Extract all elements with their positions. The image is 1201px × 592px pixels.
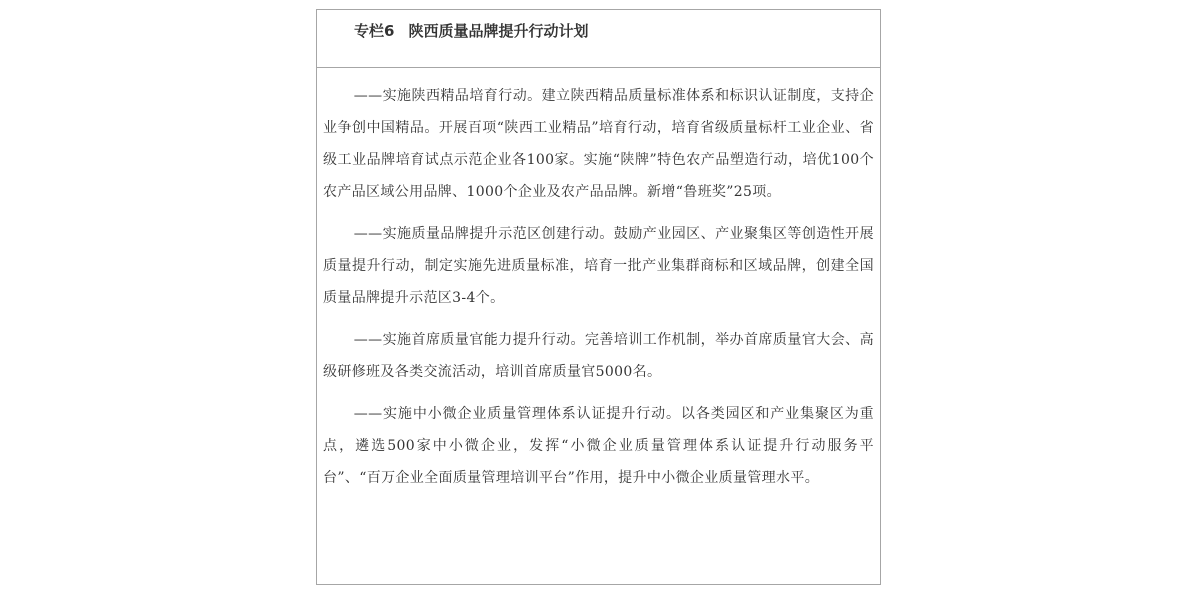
column-title	[354, 21, 588, 41]
paragraph-4: ——实施中小微企业质量管理体系认证提升行动。以各类园区和产业集聚区为重点，遴选500家中小微企业，发挥“小微企业质量管理体系认证提升行动服务平台”、“百万企业全面质量管理培训平台”作用，提升中小微企业质量管理水平。	[323, 406, 874, 486]
paragraph-1: ——实施陕西精品培育行动。建立陕西精品质量标准体系和标识认证制度，支持企业争创中国精品。开展百项“陕西工业精品”培育行动，培育省级质量标杆工业企业、省级工业品牌培育试点示范企业各100家。实施“陕牌”特色农产品塑造行动，培优100个农产品区域公用品牌、1000个企业及农产品品牌。新增“鲁班奖”25项。	[323, 88, 874, 200]
column-title-text: 陕西质量品牌提升行动计划	[408, 22, 589, 40]
column-body	[317, 68, 880, 494]
paragraph-2: ——实施质量品牌提升示范区创建行动。鼓励产业园区、产业聚集区等创造性开展质量提升行动，制定实施先进质量标准，培育一批产业集群商标和区域品牌，创建全国质量品牌提升示范区3-4个。	[323, 226, 874, 306]
column-box	[316, 9, 881, 585]
paragraph-3: ——实施首席质量官能力提升行动。完善培训工作机制，举办首席质量官大会、高级研修班及各类交流活动，培训首席质量官5000名。	[323, 332, 874, 380]
column-label: 专栏6	[354, 22, 395, 40]
column-header	[317, 10, 880, 68]
